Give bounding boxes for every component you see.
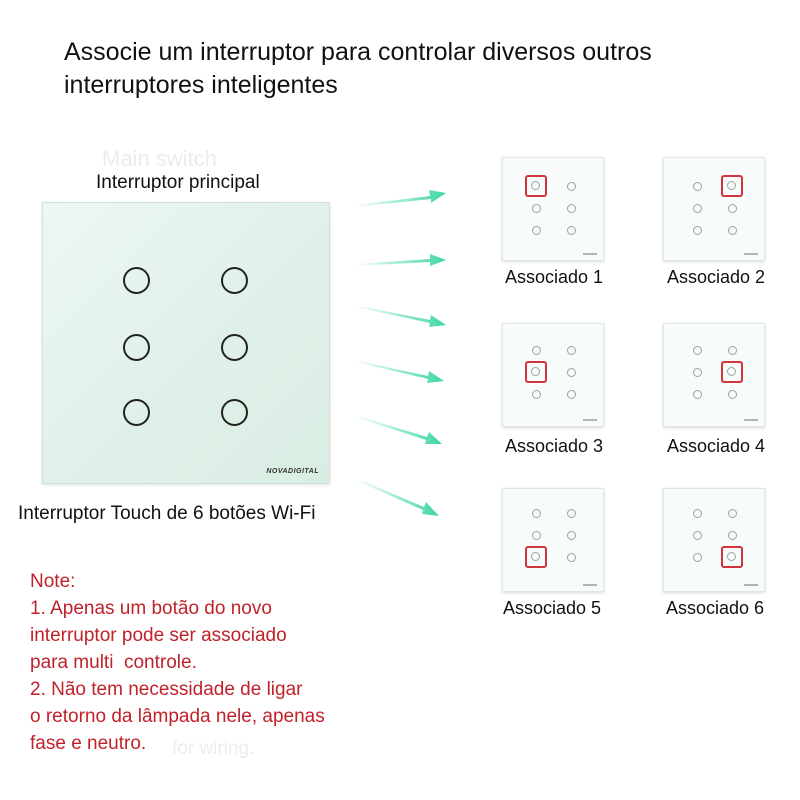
associated-panel-2 [663,157,765,261]
button-dot [532,531,541,540]
arrow-3 [355,305,446,327]
mini-brand [583,419,597,421]
arrow-2 [355,254,446,266]
button-dot [532,204,541,213]
highlighted-button [721,546,743,568]
button-dot [693,390,702,399]
button-dot [531,552,540,561]
button-dot [567,226,576,235]
button-dot [567,182,576,191]
button-dot [567,368,576,377]
button-dot [532,226,541,235]
button-dot [693,346,702,355]
highlighted-button [721,175,743,197]
page-title: Associe um interruptor para controlar diversos outros interruptores inteligentes [64,38,652,99]
button-dot [567,346,576,355]
button-dot [693,182,702,191]
button-dot [728,226,737,235]
highlighted-button [721,361,743,383]
mini-brand [744,584,758,586]
button-dot [693,509,702,518]
button-dot [567,531,576,540]
associated-panel-4 [663,323,765,427]
main-switch-label: Interruptor principal [96,172,260,193]
main-switch-description: Interruptor Touch de 6 botões Wi-Fi [18,503,316,524]
button-dot [693,368,702,377]
associated-panel-3 [502,323,604,427]
associated-label-2: Associado 2 [666,267,766,287]
button-dot [532,390,541,399]
button-dot [567,390,576,399]
arrow-5 [355,415,442,444]
button-dot [532,509,541,518]
button-dot [728,204,737,213]
mini-brand [583,253,597,255]
button-dot [693,204,702,213]
button-dot [693,531,702,540]
highlighted-button [525,361,547,383]
associated-panel-1 [502,157,604,261]
note-text: Note: 1. Apenas um botão do novo interruptor pode ser associado para multi controle. 2. Não tem necessidade de ligar o retorno da lâmpada nele, apenas fase e neutro. [30,571,325,754]
ghost-text-for-wiring: for wiring. [172,738,255,759]
button-dot [693,226,702,235]
associated-panel-5 [502,488,604,592]
ghost-text-main-switch: Main switch [102,146,217,171]
associated-label-6: Associado 6 [665,598,765,618]
associated-label-5: Associado 5 [502,598,602,618]
button-dot [727,367,736,376]
button-dot [567,509,576,518]
brand-logo: NOVADIGITAL [266,468,319,475]
button-dot [532,346,541,355]
mini-brand [744,253,758,255]
button-dot [531,181,540,190]
button-dot [728,509,737,518]
associated-panel-6 [663,488,765,592]
button-dot [567,204,576,213]
associated-label-4: Associado 4 [666,436,766,456]
button-dot [727,181,736,190]
arrow-6 [355,478,439,516]
arrow-4 [355,360,444,383]
associated-label-1: Associado 1 [504,267,604,287]
button-dot [728,390,737,399]
highlighted-button [525,546,547,568]
button-dot [728,346,737,355]
highlighted-button [525,175,547,197]
button-dot [531,367,540,376]
arrow-1 [355,190,446,207]
button-dot [693,553,702,562]
button-dot [567,553,576,562]
mini-brand [583,584,597,586]
button-dot [728,531,737,540]
button-dot [727,552,736,561]
mini-brand [744,419,758,421]
associated-label-3: Associado 3 [504,436,604,456]
